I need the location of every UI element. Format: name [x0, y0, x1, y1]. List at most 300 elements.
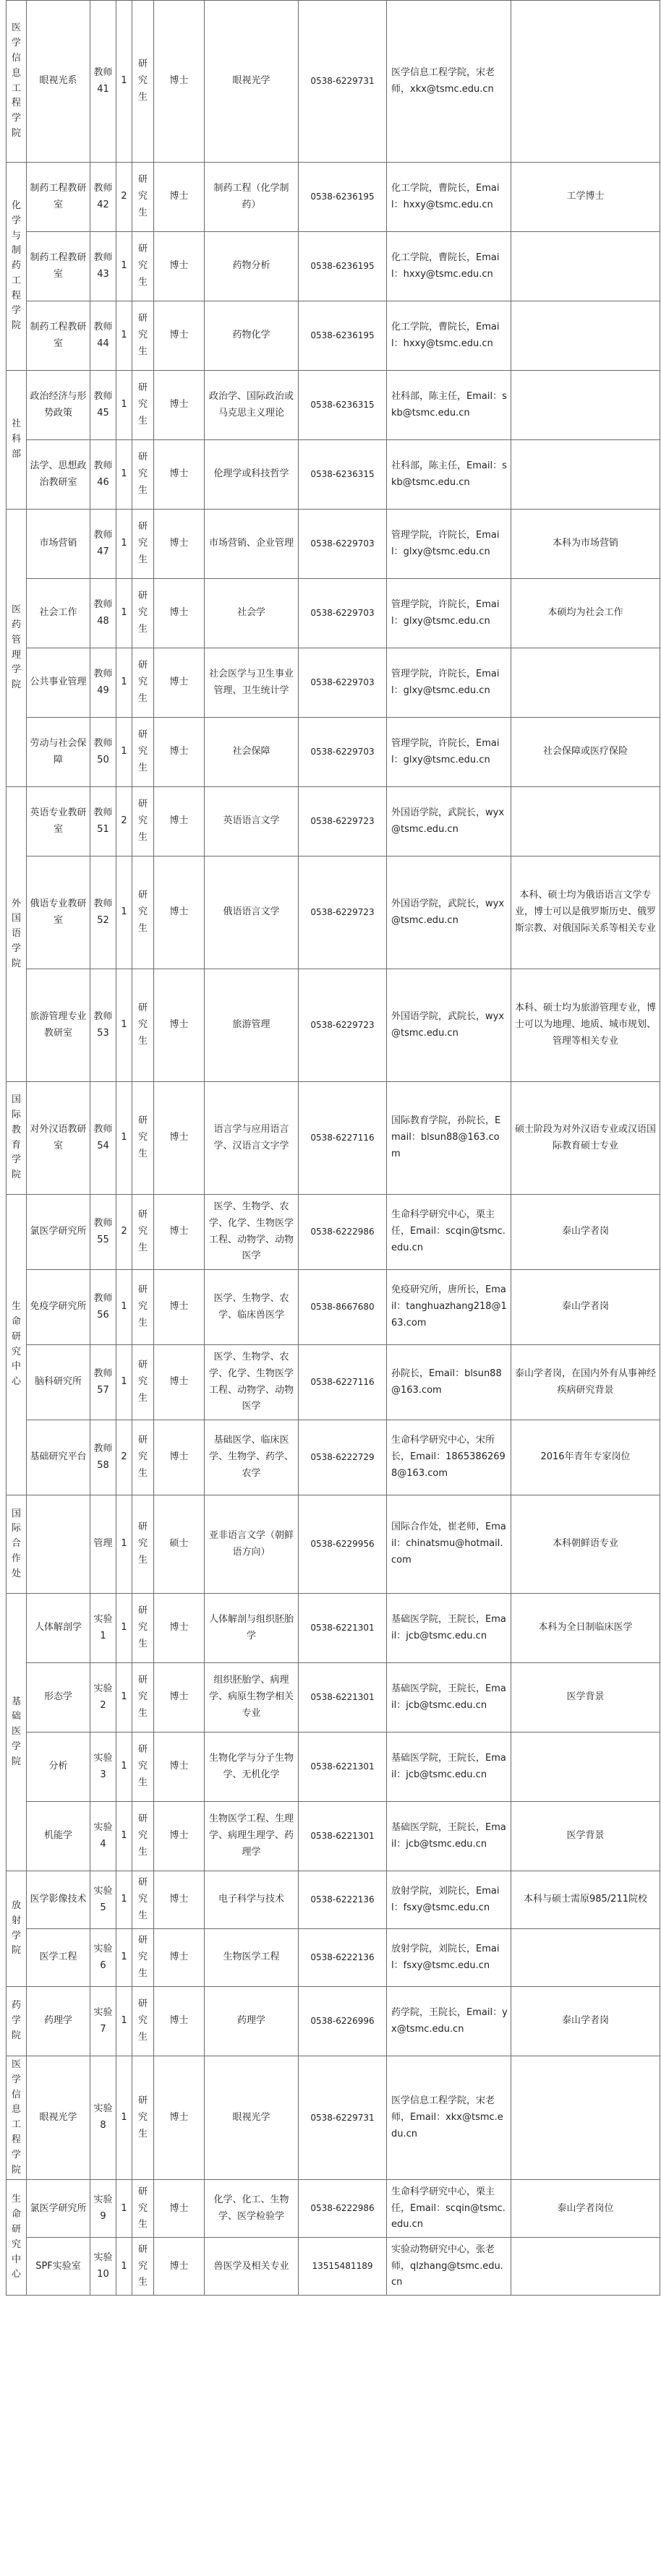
- position-cell: 教师46: [90, 440, 116, 510]
- education-cell: 研究生: [132, 787, 154, 856]
- contact-cell: 基础医学院，王院长，Email：jcb@tsmc.edu.cn: [387, 1802, 511, 1871]
- count-cell: 1: [116, 1, 132, 163]
- education-cell: 研究生: [132, 2238, 154, 2296]
- education-cell: 研究生: [132, 163, 154, 232]
- phone-cell: 0538-6229703: [299, 579, 387, 648]
- table-row: [7, 579, 660, 648]
- degree-cell: 博士: [154, 1987, 205, 2056]
- education-cell: 研究生: [132, 371, 154, 440]
- position-cell: 教师45: [90, 371, 116, 440]
- degree-cell: 博士: [154, 969, 205, 1082]
- phone-cell: 0538-6222136: [299, 1871, 387, 1929]
- education-cell: 研究生: [132, 301, 154, 371]
- phone-cell: 0538-6229703: [299, 718, 387, 787]
- table-row: [7, 2056, 660, 2180]
- table-row: [7, 718, 660, 787]
- unit-cell: 分析: [27, 1733, 90, 1802]
- note-cell: [511, 648, 660, 718]
- table-row: [7, 371, 660, 440]
- education-cell: 研究生: [132, 1345, 154, 1420]
- unit-cell: 医学工程: [27, 1929, 90, 1987]
- degree-cell: 硕士: [154, 1495, 205, 1594]
- phone-cell: 0538-6221301: [299, 1802, 387, 1871]
- education-cell: 研究生: [132, 1270, 154, 1345]
- note-cell: 泰山学者岗: [511, 1987, 660, 2056]
- education-cell: 研究生: [132, 1987, 154, 2056]
- education-cell: 研究生: [132, 1802, 154, 1871]
- unit-cell: 药理学: [27, 1987, 90, 2056]
- table-row: [7, 1594, 660, 1663]
- degree-cell: 博士: [154, 1082, 205, 1195]
- note-cell: [511, 2238, 660, 2296]
- count-cell: 1: [116, 1270, 132, 1345]
- contact-cell: 药学院，王院长，Email：yx@tsmc.edu.cn: [387, 1987, 511, 2056]
- major-cell: 眼视光学: [205, 1, 299, 163]
- major-cell: 亚非语言文学（朝鲜语方向）: [205, 1495, 299, 1594]
- education-cell: 研究生: [132, 579, 154, 648]
- major-cell: 基础医学、临床医学、生物学、药学、农学: [205, 1420, 299, 1495]
- position-cell: 教师50: [90, 718, 116, 787]
- note-cell: 医学背景: [511, 1802, 660, 1871]
- education-cell: 研究生: [132, 648, 154, 718]
- major-cell: 眼视光学: [205, 2056, 299, 2180]
- contact-cell: 医学信息工程学院，宋老师，xkx@tsmc.edu.cn: [387, 1, 511, 163]
- degree-cell: 博士: [154, 1871, 205, 1929]
- major-cell: 药物化学: [205, 301, 299, 371]
- degree-cell: 博士: [154, 2238, 205, 2296]
- table-row: [7, 856, 660, 969]
- count-cell: 1: [116, 1871, 132, 1929]
- position-cell: 教师55: [90, 1195, 116, 1270]
- table-row: [7, 2180, 660, 2238]
- note-cell: 本科朝鲜语专业: [511, 1495, 660, 1594]
- contact-cell: 放射学院，刘院长，Email：fsxy@tsmc.edu.cn: [387, 1929, 511, 1987]
- department-cell: 医学信息工程学院: [7, 1, 27, 163]
- count-cell: 1: [116, 718, 132, 787]
- table-row: [7, 232, 660, 301]
- degree-cell: 博士: [154, 1195, 205, 1270]
- unit-cell: 社会工作: [27, 579, 90, 648]
- count-cell: 1: [116, 371, 132, 440]
- major-cell: 英语语言文学: [205, 787, 299, 856]
- unit-cell: [27, 1495, 90, 1594]
- phone-cell: 0538-6222136: [299, 1929, 387, 1987]
- contact-cell: 生命科学研究中心，宋所长，Email：18653862698@163.com: [387, 1420, 511, 1495]
- contact-cell: 生命科学研究中心，栗主任，Email：scqin@tsmc.edu.cn: [387, 1195, 511, 1270]
- education-cell: 研究生: [132, 1929, 154, 1987]
- phone-cell: 0538-6236195: [299, 232, 387, 301]
- major-cell: 医学、生物学、农学、化学、生物医学工程、动物学、动物医学: [205, 1345, 299, 1420]
- position-cell: 实验5: [90, 1871, 116, 1929]
- note-cell: 本科与硕士需原985/211院校: [511, 1871, 660, 1929]
- position-cell: 实验7: [90, 1987, 116, 2056]
- note-cell: [511, 2056, 660, 2180]
- phone-cell: 0538-6221301: [299, 1733, 387, 1802]
- degree-cell: 博士: [154, 1345, 205, 1420]
- note-cell: 本硕均为社会工作: [511, 579, 660, 648]
- position-cell: 教师58: [90, 1420, 116, 1495]
- major-cell: 化学、化工、生物学、医学检验学: [205, 2180, 299, 2238]
- degree-cell: 博士: [154, 648, 205, 718]
- major-cell: 电子科学与技术: [205, 1871, 299, 1929]
- education-cell: 研究生: [132, 440, 154, 510]
- phone-cell: 0538-6229956: [299, 1495, 387, 1594]
- phone-cell: 0538-6229731: [299, 2056, 387, 2180]
- contact-cell: 医学信息工程学院，宋老师，Email：xkx@tsmc.edu.cn: [387, 2056, 511, 2180]
- position-cell: 实验10: [90, 2238, 116, 2296]
- position-cell: 教师48: [90, 579, 116, 648]
- table-row: [7, 163, 660, 232]
- count-cell: 1: [116, 1495, 132, 1594]
- count-cell: 1: [116, 1663, 132, 1733]
- contact-cell: 化工学院，曹院长，Email：hxxy@tsmc.edu.cn: [387, 232, 511, 301]
- major-cell: 俄语语言文学: [205, 856, 299, 969]
- education-cell: 研究生: [132, 1871, 154, 1929]
- education-cell: 研究生: [132, 1594, 154, 1663]
- contact-cell: 外国语学院，武院长，wyx@tsmc.edu.cn: [387, 856, 511, 969]
- department-cell: 基础医学院: [7, 1594, 27, 1871]
- degree-cell: 博士: [154, 579, 205, 648]
- phone-cell: 0538-6221301: [299, 1663, 387, 1733]
- department-cell: 国际教育学院: [7, 1082, 27, 1195]
- table-body: [7, 1, 660, 2296]
- position-cell: 教师56: [90, 1270, 116, 1345]
- position-cell: 教师57: [90, 1345, 116, 1420]
- contact-cell: 基础医学院，王院长，Email：jcb@tsmc.edu.cn: [387, 1663, 511, 1733]
- major-cell: 生物医学工程: [205, 1929, 299, 1987]
- unit-cell: 制药工程教研室: [27, 232, 90, 301]
- phone-cell: 0538-6229723: [299, 969, 387, 1082]
- phone-cell: 0538-8667680: [299, 1270, 387, 1345]
- count-cell: 1: [116, 232, 132, 301]
- note-cell: 本科为全日制临床医学: [511, 1594, 660, 1663]
- phone-cell: 0538-6236195: [299, 163, 387, 232]
- table-row: [7, 1, 660, 163]
- note-cell: 本科、硕士均为俄语语言文学专业，博士可以是俄罗斯历史、俄罗斯宗教、对俄国际关系等相关专业: [511, 856, 660, 969]
- table-row: [7, 1345, 660, 1420]
- education-cell: 研究生: [132, 1733, 154, 1802]
- contact-cell: 外国语学院，武院长，wyx@tsmc.edu.cn: [387, 787, 511, 856]
- table-row: [7, 1929, 660, 1987]
- degree-cell: 博士: [154, 232, 205, 301]
- table-row: [7, 1082, 660, 1195]
- position-cell: 管理: [90, 1495, 116, 1594]
- major-cell: 政治学、国际政治或马克思主义理论: [205, 371, 299, 440]
- table-row: [7, 1195, 660, 1270]
- unit-cell: 对外汉语教研室: [27, 1082, 90, 1195]
- position-cell: 实验4: [90, 1802, 116, 1871]
- unit-cell: 机能学: [27, 1802, 90, 1871]
- position-cell: 教师49: [90, 648, 116, 718]
- degree-cell: 博士: [154, 510, 205, 579]
- degree-cell: 博士: [154, 1, 205, 163]
- note-cell: 泰山学者岗位: [511, 2180, 660, 2238]
- contact-cell: 管理学院，许院长，Email：glxy@tsmc.edu.cn: [387, 648, 511, 718]
- degree-cell: 博士: [154, 1733, 205, 1802]
- count-cell: 1: [116, 1733, 132, 1802]
- department-cell: 外国语学院: [7, 787, 27, 1082]
- contact-cell: 放射学院，刘院长，Email：fsxy@tsmc.edu.cn: [387, 1871, 511, 1929]
- department-cell: 国际合作处: [7, 1495, 27, 1594]
- contact-cell: 实验动物研究中心，张老师，qlzhang@tsmc.edu.cn: [387, 2238, 511, 2296]
- table-row: [7, 1802, 660, 1871]
- major-cell: 语言学与应用语言学、汉语言文字学: [205, 1082, 299, 1195]
- major-cell: 社会医学与卫生事业管理、卫生统计学: [205, 648, 299, 718]
- major-cell: 组织胚胎学、病理学、病原生物学相关专业: [205, 1663, 299, 1733]
- phone-cell: 0538-6227116: [299, 1082, 387, 1195]
- table-row: [7, 1733, 660, 1802]
- phone-cell: 0538-6226996: [299, 1987, 387, 2056]
- position-cell: 教师51: [90, 787, 116, 856]
- count-cell: 1: [116, 1594, 132, 1663]
- phone-cell: 0538-6236315: [299, 440, 387, 510]
- education-cell: 研究生: [132, 232, 154, 301]
- education-cell: 研究生: [132, 1420, 154, 1495]
- major-cell: 旅游管理: [205, 969, 299, 1082]
- unit-cell: 医学影像技术: [27, 1871, 90, 1929]
- education-cell: 研究生: [132, 856, 154, 969]
- position-cell: 教师47: [90, 510, 116, 579]
- education-cell: 研究生: [132, 510, 154, 579]
- note-cell: [511, 232, 660, 301]
- count-cell: 1: [116, 2056, 132, 2180]
- degree-cell: 博士: [154, 787, 205, 856]
- table-row: [7, 2238, 660, 2296]
- degree-cell: 博士: [154, 1802, 205, 1871]
- contact-cell: 社科部，陈主任，Email：skb@tsmc.edu.cn: [387, 440, 511, 510]
- degree-cell: 博士: [154, 371, 205, 440]
- unit-cell: 法学、思想政治教研室: [27, 440, 90, 510]
- count-cell: 2: [116, 1420, 132, 1495]
- degree-cell: 博士: [154, 440, 205, 510]
- contact-cell: 国际教育学院，孙院长，Email：blsun88@163.com: [387, 1082, 511, 1195]
- table-row: [7, 1270, 660, 1345]
- note-cell: 泰山学者岗，在国内外有从事神经疾病研究背景: [511, 1345, 660, 1420]
- degree-cell: 博士: [154, 1420, 205, 1495]
- degree-cell: 博士: [154, 1663, 205, 1733]
- major-cell: 兽医学及相关专业: [205, 2238, 299, 2296]
- department-cell: 医药管理学院: [7, 510, 27, 787]
- count-cell: 1: [116, 648, 132, 718]
- major-cell: 伦理学或科技哲学: [205, 440, 299, 510]
- unit-cell: 眼视光系: [27, 1, 90, 163]
- contact-cell: 生命科学研究中心，栗主任，Email：scqin@tsmc.edu.cn: [387, 2180, 511, 2238]
- note-cell: 硕士阶段为对外汉语专业或汉语国际教育硕士专业: [511, 1082, 660, 1195]
- position-cell: 教师42: [90, 163, 116, 232]
- count-cell: 1: [116, 1802, 132, 1871]
- phone-cell: 0538-6236195: [299, 301, 387, 371]
- table-row: [7, 1420, 660, 1495]
- contact-cell: 外国语学院，武院长，wyx@tsmc.edu.cn: [387, 969, 511, 1082]
- note-cell: [511, 1929, 660, 1987]
- phone-cell: 13515481189: [299, 2238, 387, 2296]
- table-row: [7, 969, 660, 1082]
- unit-cell: 旅游管理专业教研室: [27, 969, 90, 1082]
- position-cell: 实验8: [90, 2056, 116, 2180]
- major-cell: 药物分析: [205, 232, 299, 301]
- table-row: [7, 648, 660, 718]
- count-cell: 1: [116, 510, 132, 579]
- phone-cell: 0538-6229723: [299, 856, 387, 969]
- count-cell: 1: [116, 579, 132, 648]
- note-cell: 泰山学者岗: [511, 1270, 660, 1345]
- degree-cell: 博士: [154, 1270, 205, 1345]
- position-cell: 实验2: [90, 1663, 116, 1733]
- department-cell: 生命研究中心: [7, 1195, 27, 1495]
- contact-cell: 管理学院，许院长，Email：glxy@tsmc.edu.cn: [387, 510, 511, 579]
- table-row: [7, 1871, 660, 1929]
- note-cell: [511, 1, 660, 163]
- unit-cell: 制药工程教研室: [27, 163, 90, 232]
- position-cell: 实验3: [90, 1733, 116, 1802]
- table-row: [7, 440, 660, 510]
- education-cell: 研究生: [132, 1663, 154, 1733]
- unit-cell: SPF实验室: [27, 2238, 90, 2296]
- major-cell: 人体解剖与组织胚胎学: [205, 1594, 299, 1663]
- table-row: [7, 301, 660, 371]
- contact-cell: 化工学院，曹院长，Email：hxxy@tsmc.edu.cn: [387, 301, 511, 371]
- position-cell: 教师54: [90, 1082, 116, 1195]
- unit-cell: 形态学: [27, 1663, 90, 1733]
- major-cell: 市场营销、企业管理: [205, 510, 299, 579]
- major-cell: 社会保障: [205, 718, 299, 787]
- note-cell: 本科为市场营销: [511, 510, 660, 579]
- degree-cell: 博士: [154, 163, 205, 232]
- note-cell: 医学背景: [511, 1663, 660, 1733]
- count-cell: 1: [116, 440, 132, 510]
- note-cell: 2016年青年专家岗位: [511, 1420, 660, 1495]
- count-cell: 1: [116, 301, 132, 371]
- phone-cell: 0538-6229703: [299, 510, 387, 579]
- contact-cell: 管理学院，许院长，Email：glxy@tsmc.edu.cn: [387, 718, 511, 787]
- table-row: [7, 787, 660, 856]
- position-cell: 教师44: [90, 301, 116, 371]
- unit-cell: 市场营销: [27, 510, 90, 579]
- unit-cell: 公共事业管理: [27, 648, 90, 718]
- unit-cell: 英语专业教研室: [27, 787, 90, 856]
- degree-cell: 博士: [154, 301, 205, 371]
- count-cell: 2: [116, 163, 132, 232]
- unit-cell: 免疫学研究所: [27, 1270, 90, 1345]
- contact-cell: 化工学院，曹院长，Email：hxxy@tsmc.edu.cn: [387, 163, 511, 232]
- count-cell: 1: [116, 2238, 132, 2296]
- phone-cell: 0538-6229723: [299, 787, 387, 856]
- count-cell: 1: [116, 1987, 132, 2056]
- contact-cell: 基础医学院，王院长，Email：jcb@tsmc.edu.cn: [387, 1733, 511, 1802]
- education-cell: 研究生: [132, 1495, 154, 1594]
- unit-cell: 制药工程教研室: [27, 301, 90, 371]
- note-cell: 本科、硕士均为旅游管理专业，博士可以为地理、地质、城市规划、管理等相关专业: [511, 969, 660, 1082]
- education-cell: 研究生: [132, 1082, 154, 1195]
- degree-cell: 博士: [154, 718, 205, 787]
- contact-cell: 孙院长，Email：blsun88@163.com: [387, 1345, 511, 1420]
- note-cell: [511, 371, 660, 440]
- table-row: [7, 1663, 660, 1733]
- phone-cell: 0538-6227116: [299, 1345, 387, 1420]
- count-cell: 1: [116, 856, 132, 969]
- note-cell: [511, 440, 660, 510]
- phone-cell: 0538-6229703: [299, 648, 387, 718]
- degree-cell: 博士: [154, 856, 205, 969]
- count-cell: 2: [116, 787, 132, 856]
- education-cell: 研究生: [132, 969, 154, 1082]
- degree-cell: 博士: [154, 2180, 205, 2238]
- phone-cell: 0538-6222986: [299, 2180, 387, 2238]
- education-cell: 研究生: [132, 2180, 154, 2238]
- major-cell: 医学、生物学、农学、临床兽医学: [205, 1270, 299, 1345]
- contact-cell: 管理学院，许院长，Email：glxy@tsmc.edu.cn: [387, 579, 511, 648]
- unit-cell: 氯医学研究所: [27, 1195, 90, 1270]
- note-cell: [511, 787, 660, 856]
- degree-cell: 博士: [154, 1929, 205, 1987]
- note-cell: [511, 301, 660, 371]
- position-cell: 实验1: [90, 1594, 116, 1663]
- major-cell: 医学、生物学、农学、化学、生物医学工程、动物学、动物医学: [205, 1195, 299, 1270]
- phone-cell: 0538-6236315: [299, 371, 387, 440]
- contact-cell: 国际合作处，崔老师，Email：chinatsmu@hotmail.com: [387, 1495, 511, 1594]
- table-row: [7, 1987, 660, 2056]
- count-cell: 2: [116, 1195, 132, 1270]
- note-cell: 社会保障或医疗保险: [511, 718, 660, 787]
- education-cell: 研究生: [132, 1, 154, 163]
- major-cell: 社会学: [205, 579, 299, 648]
- position-cell: 实验9: [90, 2180, 116, 2238]
- count-cell: 1: [116, 2180, 132, 2238]
- table-row: [7, 1495, 660, 1594]
- position-cell: 教师41: [90, 1, 116, 163]
- count-cell: 1: [116, 1345, 132, 1420]
- education-cell: 研究生: [132, 2056, 154, 2180]
- count-cell: 1: [116, 969, 132, 1082]
- degree-cell: 博士: [154, 2056, 205, 2180]
- position-cell: 教师53: [90, 969, 116, 1082]
- department-cell: 社科部: [7, 371, 27, 510]
- position-cell: 教师52: [90, 856, 116, 969]
- note-cell: 工学博士: [511, 163, 660, 232]
- unit-cell: 俄语专业教研室: [27, 856, 90, 969]
- education-cell: 研究生: [132, 1195, 154, 1270]
- unit-cell: 基础研究平台: [27, 1420, 90, 1495]
- phone-cell: 0538-6229731: [299, 1, 387, 163]
- education-cell: 研究生: [132, 718, 154, 787]
- note-cell: 泰山学者岗: [511, 1195, 660, 1270]
- unit-cell: 政治经济与形势政策: [27, 371, 90, 440]
- count-cell: 1: [116, 1082, 132, 1195]
- unit-cell: 劳动与社会保障: [27, 718, 90, 787]
- major-cell: 制药工程（化学制药）: [205, 163, 299, 232]
- note-cell: [511, 1733, 660, 1802]
- count-cell: 1: [116, 1929, 132, 1987]
- unit-cell: 脑科研究所: [27, 1345, 90, 1420]
- contact-cell: 免疫研究所，唐所长，Email：tanghuazhang218@163.com: [387, 1270, 511, 1345]
- contact-cell: 社科部，陈主任，Email：skb@tsmc.edu.cn: [387, 371, 511, 440]
- unit-cell: 氯医学研究所: [27, 2180, 90, 2238]
- unit-cell: 眼视光学: [27, 2056, 90, 2180]
- degree-cell: 博士: [154, 1594, 205, 1663]
- phone-cell: 0538-6221301: [299, 1594, 387, 1663]
- department-cell: 医学信息工程学院: [7, 2056, 27, 2180]
- contact-cell: 基础医学院，王院长，Email：jcb@tsmc.edu.cn: [387, 1594, 511, 1663]
- major-cell: 药理学: [205, 1987, 299, 2056]
- table-row: [7, 510, 660, 579]
- department-cell: 化学与制药工程学院: [7, 163, 27, 371]
- position-cell: 实验6: [90, 1929, 116, 1987]
- phone-cell: 0538-6222986: [299, 1195, 387, 1270]
- recruitment-table: [6, 0, 660, 2296]
- department-cell: 放射学院: [7, 1871, 27, 1987]
- unit-cell: 人体解剖学: [27, 1594, 90, 1663]
- major-cell: 生物化学与分子生物学、无机化学: [205, 1733, 299, 1802]
